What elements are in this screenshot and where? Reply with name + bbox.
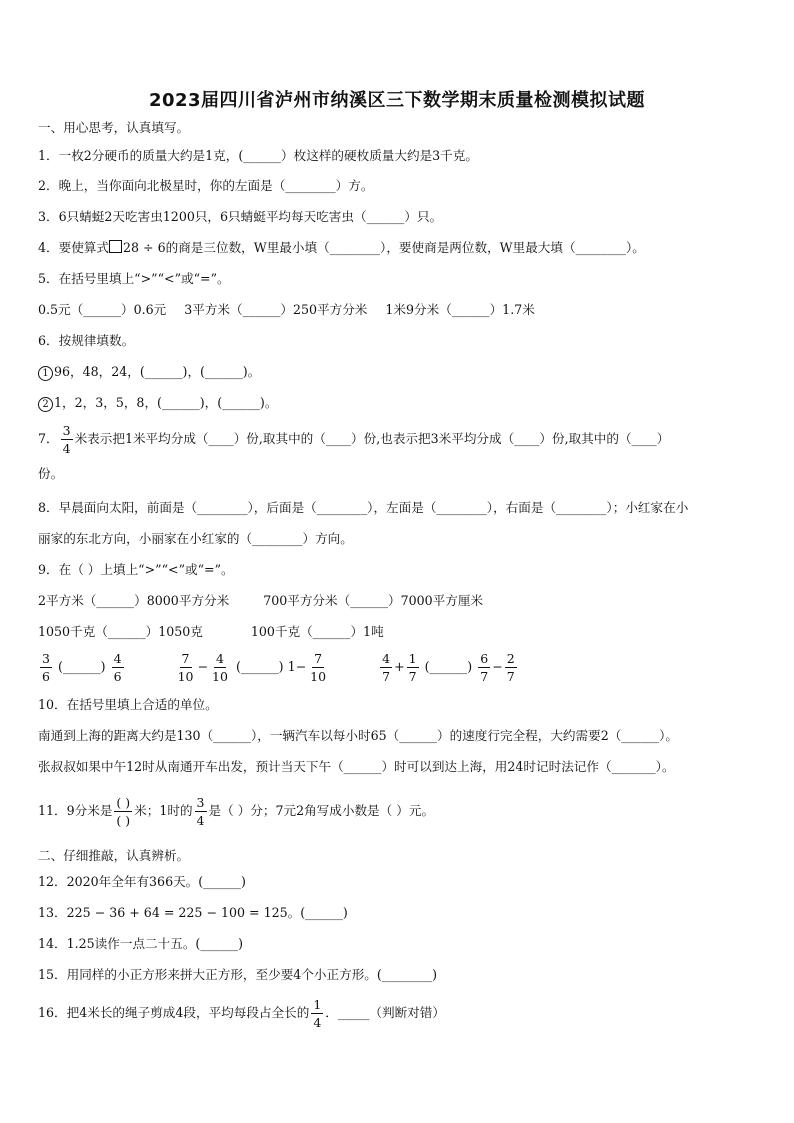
section-heading-1: 一、用心思考，认真填写。 <box>38 120 190 135</box>
q9-op-d2: − <box>492 659 503 674</box>
question-7-cont: 份。 <box>38 466 64 481</box>
q16-suffix: ．_____（判断对错） <box>325 1005 445 1020</box>
question-12: 12．2020年全年有366天。(______) <box>38 874 246 889</box>
question-10: 10．在括号里填上合适的单位。 <box>38 697 218 712</box>
q9-frac-d3: $\frac{6}{7}$ <box>480 651 489 684</box>
q6b-text: 1，2，3，5，8，(______)，(______)。 <box>54 395 278 410</box>
question-15: 15．用同样的小正方形来拼大正方形，至少要4个小正方形。(________) <box>38 967 438 982</box>
question-9-row-1 <box>38 593 483 609</box>
q6a-text: 96，48，24，(______)，(______)。 <box>54 364 261 379</box>
q9-c-left: 1− <box>287 659 307 674</box>
q9-frac-c2: $\frac{4}{10}$ <box>212 651 228 684</box>
question-9-row-2 <box>38 624 384 640</box>
q11-suffix: 是（ ）分；7元2角写成小数是（ ）元。 <box>208 803 435 818</box>
q5-item-2: 3平方米（______）250平方分米 <box>184 302 368 317</box>
q5-item-3: 1米9分米（______）1.7米 <box>385 302 535 317</box>
q16-fraction: $\frac{1}{4}$ <box>313 997 322 1030</box>
q7-prefix: 7． <box>38 431 59 446</box>
q11-prefix: 11．9分米是 <box>38 803 113 818</box>
q4-prefix: 4．要使算式 <box>38 240 109 255</box>
question-5-items <box>38 302 535 318</box>
question-9: 9．在（ ）上填上“>”“<”或“=”。 <box>38 562 234 577</box>
question-3: 3．6只蜻蜓2天吃害虫1200只，6只蜻蜓平均每天吃害虫（______）只。 <box>38 209 443 224</box>
empty-square-icon <box>109 240 122 253</box>
q9-op-d: + <box>394 659 405 674</box>
question-7 <box>38 422 669 457</box>
q7-text: 米表示把1米平均分成（____）份,取其中的（____）份,也表示把3米平均分成（____）份,取其中的（____） <box>74 431 670 446</box>
question-11 <box>38 794 434 829</box>
question-4 <box>38 240 645 256</box>
page-title: 2023届四川省泸州市纳溪区三下数学期末质量检测模拟试题 <box>148 90 646 111</box>
q5-item-1: 0.5元（______）0.6元 <box>38 302 167 317</box>
q7-fraction: $\frac{3}{4}$ <box>62 423 71 456</box>
q9-frac-a: $\frac{3}{6}$ <box>42 651 50 684</box>
q4-suffix: 的商是三位数，W里最小填（________），要使商是两位数，W里最大填（________）。 <box>165 240 645 255</box>
q9-blank-c: (______) <box>235 659 284 674</box>
q9-frac-c3: $\frac{7}{10}$ <box>310 651 327 684</box>
question-6a <box>38 364 260 381</box>
circled-number-2: 2 <box>38 397 53 412</box>
q13-suffix: 。(______) <box>287 905 348 920</box>
q9-item-4: 100千克（______）1吨 <box>250 624 384 639</box>
section-heading-2: 二、仔细推敲，认真辨析。 <box>38 848 190 863</box>
q9-item-1: 2平方米（______）8000平方分米 <box>38 593 230 608</box>
q9-item-2: 700平方分米（______）7000平方厘米 <box>263 593 484 608</box>
q11-fraction: $\frac{3}{4}$ <box>196 795 205 828</box>
circled-number-1: 1 <box>38 366 53 381</box>
question-8-line-1: 8．早晨面向太阳，前面是（________），后面是（________），左面是（________），右面是（________）；小红家在小 <box>38 500 689 515</box>
question-5: 5．在括号里填上“>”“<”或“=”。 <box>38 271 230 286</box>
question-10-line-2: 张叔叔如果中午12时从南通开车出发，预计当天下午（______）时可以到达上海，用24时记时法记作（_______）。 <box>38 759 675 774</box>
question-6: 6．按规律填数。 <box>38 333 135 348</box>
q9-op-c: − <box>197 659 209 674</box>
q9-item-3: 1050千克（______）1050克 <box>38 624 203 639</box>
q9-frac-c1: $\frac{7}{10}$ <box>177 651 194 684</box>
question-10-line-1: 南通到上海的距离大约是130（______），一辆汽车以每小时65（______）的速度行完全程，大约需要2（______）。 <box>38 728 678 743</box>
q9-frac-d2: $\frac{1}{7}$ <box>408 651 417 684</box>
q9-frac-d4: $\frac{2}{7}$ <box>506 651 515 684</box>
question-6b <box>38 395 277 412</box>
question-2: 2．晚上，当你面向北极星时，你的左面是（________）方。 <box>38 178 374 193</box>
q13-expression: 225 − 36 + 64 = 225 − 100 = 125 <box>66 905 288 920</box>
q11-mid: 米；1时的 <box>134 803 193 818</box>
question-9-row-3 <box>38 650 519 685</box>
q4-expression: 28 ÷ 6 <box>122 240 166 255</box>
question-13 <box>38 905 348 921</box>
q11-blank-fraction: $\frac{( )}{( )}$ <box>116 795 131 828</box>
q9-frac-d1: $\frac{4}{7}$ <box>382 651 391 684</box>
question-8-line-2: 丽家的东北方向，小丽家在小红家的（________）方向。 <box>38 531 353 546</box>
q16-prefix: 16．把4米长的绳子剪成4段，平均每段占全长的 <box>38 1005 310 1020</box>
question-16 <box>38 996 445 1031</box>
question-1: 1．一枚2分硬币的质量大约是1克，(______）枚这样的硬枚质量大约是3千克。 <box>38 148 478 163</box>
q9-frac-b: $\frac{4}{6}$ <box>113 651 122 684</box>
question-14: 14．1.25读作一点二十五。(______) <box>38 936 244 951</box>
q9-blank-a: (______) <box>57 659 106 674</box>
q9-blank-d: (______) <box>424 659 473 674</box>
q13-prefix: 13． <box>38 905 67 920</box>
